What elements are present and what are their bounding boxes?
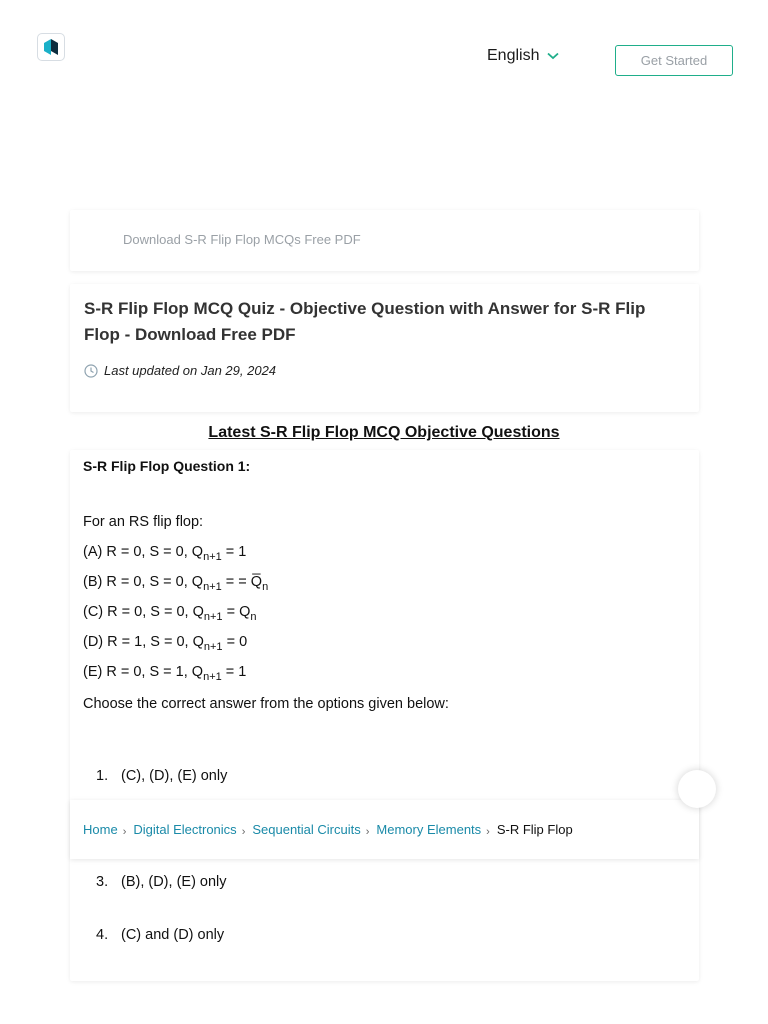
section-heading: Latest S-R Flip Flop MCQ Objective Questions (208, 424, 560, 441)
statement-e: (E) R = 0, S = 1, $Q_{n+1} = 1$ (83, 664, 247, 683)
floating-action-button[interactable] (678, 770, 716, 808)
language-label: English (487, 47, 540, 64)
breadcrumb-memory-elements[interactable]: Memory Elements (376, 822, 482, 837)
question-intro: For an RS flip flop: (83, 514, 204, 530)
chevron-down-icon (547, 52, 559, 60)
breadcrumb-sequential-circuits[interactable]: Sequential Circuits (252, 822, 361, 837)
statement-c: (C) R = 0, S = 0, $Q_{n+1} = Q_n$ (83, 604, 257, 623)
get-started-button[interactable]: Get Started (615, 45, 733, 76)
statement-b: (B) R = 0, S = 0, $Q_{n+1}$ = = $Q̅_n$ (83, 574, 269, 593)
breadcrumb-digital-electronics[interactable]: Digital Electronics (133, 822, 237, 837)
page-title: S-R Flip Flop MCQ Quiz - Objective Question with Answer for S-R Flip Flop - Download Free PDF (84, 299, 646, 344)
chevron-right-icon: › (486, 825, 490, 838)
download-pdf-link[interactable]: Download S-R Flip Flop MCQs Free PDF (123, 232, 361, 247)
question-title: S-R Flip Flop Question 1: (83, 458, 251, 474)
clock-icon (84, 364, 98, 378)
breadcrumb-current: S-R Flip Flop (496, 822, 573, 837)
breadcrumb (70, 800, 699, 859)
breadcrumb-home[interactable]: Home (83, 822, 118, 837)
brand-logo[interactable] (37, 33, 65, 61)
statement-a: (A) R = 0, S = 0, $Q_{n+1} = 1$ (83, 544, 247, 563)
last-updated-text: Last updated on Jan 29, 2024 (104, 363, 277, 378)
option-4[interactable]: 4. (C) and (D) only (96, 927, 225, 943)
chevron-right-icon: › (241, 825, 246, 838)
logo-icon (42, 37, 60, 57)
option-1[interactable]: 1. (C), (D), (E) only (96, 768, 228, 784)
question-instruction: Choose the correct answer from the options given below: (83, 696, 449, 712)
option-3[interactable]: 3. (B), (D), (E) only (96, 874, 227, 890)
chevron-right-icon: › (122, 825, 127, 838)
statement-d: (D) R = 1, S = 0, $Q_{n+1} = 0$ (83, 634, 248, 653)
question-card (70, 450, 699, 981)
last-updated (84, 363, 685, 378)
download-pdf-card[interactable] (70, 210, 699, 271)
title-card (70, 284, 699, 412)
chevron-right-icon: › (365, 825, 370, 838)
language-selector[interactable] (487, 47, 559, 65)
